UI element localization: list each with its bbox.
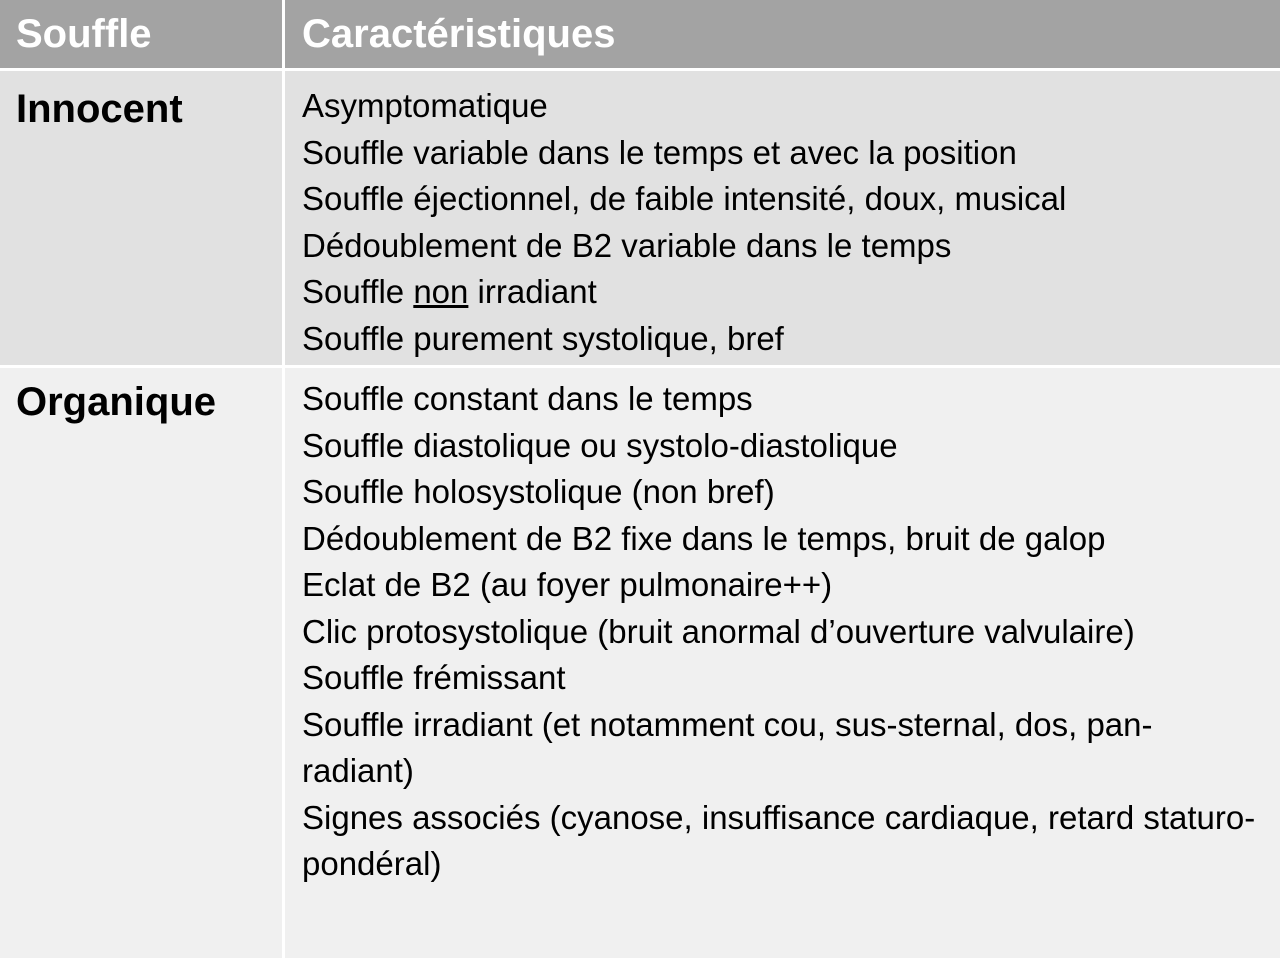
list-item: Souffle holosystolique (non bref) bbox=[302, 473, 775, 510]
header-souffle: Souffle bbox=[16, 12, 152, 56]
list-item: Souffle purement systolique, bref bbox=[302, 319, 784, 357]
list-item: Dédoublement de B2 fixe dans le temps, bruit de galop bbox=[302, 519, 1106, 557]
header-cell-souffle bbox=[0, 0, 282, 68]
list-item bbox=[302, 269, 1260, 316]
row-title-cell-organique bbox=[0, 368, 282, 958]
table-row-innocent bbox=[0, 71, 1280, 365]
list-item: Dédoublement de B2 variable dans le temps bbox=[302, 226, 952, 264]
row-title-cell-innocent bbox=[0, 71, 282, 365]
underlined-word-non: non bbox=[413, 273, 469, 310]
list-item: Clic protosystolique (bruit anormal d’ouverture valvulaire) bbox=[302, 612, 1135, 650]
list-item: Signes associés (cyanose, insuffisance cardiaque, retard staturo-pondéral) bbox=[302, 798, 1256, 882]
list-item: Souffle éjectionnel, de faible intensité, doux, musical bbox=[302, 180, 1067, 217]
header-cell-caracteristiques bbox=[285, 0, 1280, 68]
list-item: Eclat de B2 (au foyer pulmonaire++) bbox=[302, 566, 833, 603]
header-caracteristiques: Caractéristiques bbox=[302, 12, 616, 56]
characteristics-cell-innocent bbox=[285, 71, 1280, 365]
row-title-innocent: Innocent bbox=[16, 87, 183, 131]
list-item: Souffle constant dans le temps bbox=[302, 380, 753, 417]
row-title-organique: Organique bbox=[16, 380, 217, 424]
table-row-organique bbox=[0, 368, 1280, 958]
list-item: Souffle diastolique ou systolo-diastolique bbox=[302, 426, 898, 464]
list-item: Asymptomatique bbox=[302, 87, 548, 124]
characteristics-list-organique bbox=[285, 368, 1280, 888]
list-item: Souffle irradiant (et notamment cou, sus-sternal, dos, pan-radiant) bbox=[302, 705, 1153, 789]
list-item-text: Souffle bbox=[302, 273, 414, 310]
list-item: Souffle variable dans le temps et avec la position bbox=[302, 133, 1017, 171]
list-item-text: irradiant bbox=[468, 273, 597, 310]
table-header-row bbox=[0, 0, 1280, 68]
characteristics-list-innocent bbox=[285, 71, 1280, 362]
list-item: Souffle frémissant bbox=[302, 659, 566, 696]
characteristics-cell-organique bbox=[285, 368, 1280, 958]
